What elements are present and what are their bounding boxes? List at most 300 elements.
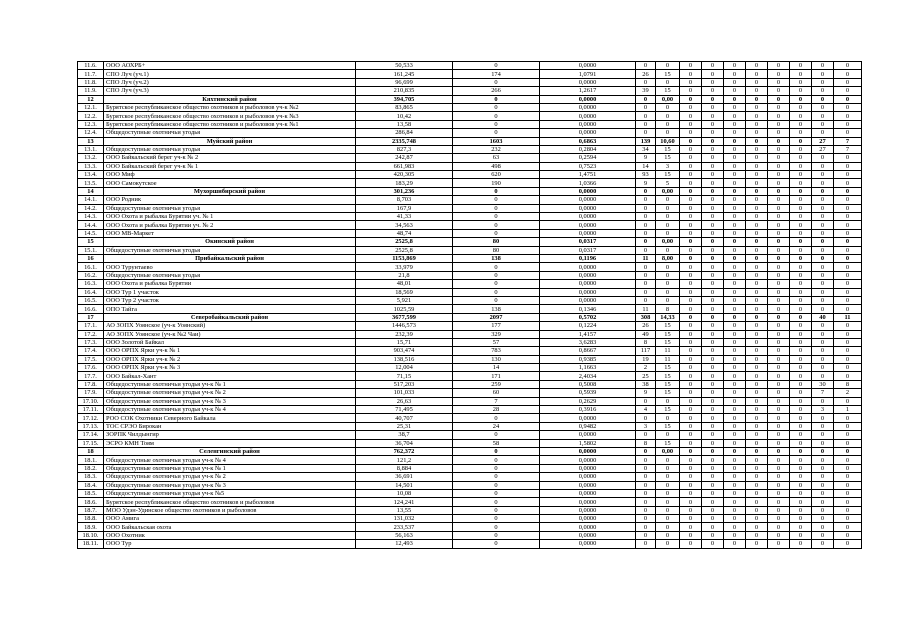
value-cell: 0,7523 bbox=[540, 162, 636, 170]
value-cell: 0 bbox=[636, 456, 656, 464]
value-cell: 0 bbox=[812, 171, 834, 179]
value-cell: 0 bbox=[790, 338, 812, 346]
value-cell: 0 bbox=[746, 515, 768, 523]
value-cell: 0 bbox=[790, 473, 812, 481]
value-cell: 0 bbox=[656, 515, 680, 523]
value-cell: 0 bbox=[812, 187, 834, 195]
value-cell: 49 bbox=[636, 330, 656, 338]
value-cell: 0 bbox=[724, 288, 746, 296]
value-cell: 0 bbox=[702, 179, 724, 187]
row-name-cell: ООО Охота и рыбалка Бурятии уч. № 1 bbox=[104, 213, 356, 221]
value-cell: 130 bbox=[453, 355, 540, 363]
value-cell: 15 bbox=[656, 439, 680, 447]
value-cell: 0 bbox=[768, 221, 790, 229]
value-cell: 0 bbox=[790, 137, 812, 145]
value-cell: 0 bbox=[790, 406, 812, 414]
value-cell: 827,3 bbox=[356, 145, 453, 153]
value-cell: 0 bbox=[680, 296, 702, 304]
value-cell: 0 bbox=[453, 196, 540, 204]
row-name-cell: Общедоступные охотничьи угодья уч-к № 1 bbox=[104, 464, 356, 472]
value-cell: 0 bbox=[768, 338, 790, 346]
table-row bbox=[78, 78, 862, 86]
row-number-cell: 14.1. bbox=[78, 196, 104, 204]
value-cell: 9 bbox=[636, 389, 656, 397]
value-cell: 0 bbox=[702, 506, 724, 514]
value-cell: 0 bbox=[453, 271, 540, 279]
value-cell: 0 bbox=[746, 229, 768, 237]
value-cell: 0 bbox=[746, 531, 768, 539]
value-cell: 0 bbox=[680, 456, 702, 464]
value-cell: 0 bbox=[790, 322, 812, 330]
value-cell: 0 bbox=[812, 531, 834, 539]
value-cell: 0 bbox=[834, 347, 862, 355]
value-cell: 0 bbox=[702, 372, 724, 380]
row-number-cell: 11.8. bbox=[78, 78, 104, 86]
row-number-cell: 15 bbox=[78, 238, 104, 246]
value-cell: 15 bbox=[656, 338, 680, 346]
value-cell: 7 bbox=[834, 145, 862, 153]
value-cell: 0 bbox=[834, 280, 862, 288]
value-cell: 0 bbox=[724, 213, 746, 221]
row-number-cell: 17 bbox=[78, 313, 104, 321]
value-cell: 0,9385 bbox=[540, 355, 636, 363]
row-number-cell: 14.3. bbox=[78, 213, 104, 221]
value-cell: 0 bbox=[636, 481, 656, 489]
value-cell: 0 bbox=[680, 531, 702, 539]
value-cell: 0 bbox=[724, 263, 746, 271]
value-cell: 0 bbox=[680, 431, 702, 439]
row-name-cell: ЭСРО КМН Тоям bbox=[104, 439, 356, 447]
value-cell: 0 bbox=[768, 137, 790, 145]
row-name-cell: Мухоршибирский район bbox=[104, 187, 356, 195]
value-cell: 0 bbox=[746, 162, 768, 170]
value-cell: 1,1663 bbox=[540, 364, 636, 372]
table-row bbox=[78, 129, 862, 137]
value-cell: 3 bbox=[812, 406, 834, 414]
value-cell: 0,1346 bbox=[540, 305, 636, 313]
value-cell: 0,5008 bbox=[540, 380, 636, 388]
row-number-cell: 13.1. bbox=[78, 145, 104, 153]
value-cell: 0 bbox=[834, 238, 862, 246]
value-cell: 0 bbox=[636, 221, 656, 229]
value-cell: 0 bbox=[636, 280, 656, 288]
value-cell: 0 bbox=[724, 389, 746, 397]
value-cell: 0 bbox=[656, 221, 680, 229]
value-cell: 0 bbox=[656, 129, 680, 137]
row-name-cell: ООО Турунтаево bbox=[104, 263, 356, 271]
row-name-cell: ООО ОРПХ Ярки уч-к № 1 bbox=[104, 347, 356, 355]
value-cell: 0 bbox=[812, 95, 834, 103]
value-cell: 0 bbox=[724, 439, 746, 447]
value-cell: 0 bbox=[768, 431, 790, 439]
value-cell: 1,0791 bbox=[540, 70, 636, 78]
value-cell: 0 bbox=[768, 481, 790, 489]
value-cell: 0 bbox=[702, 397, 724, 405]
value-cell: 0,0000 bbox=[540, 515, 636, 523]
value-cell: 0 bbox=[834, 523, 862, 531]
row-number-cell: 12.2. bbox=[78, 112, 104, 120]
value-cell: 15 bbox=[656, 364, 680, 372]
value-cell: 0 bbox=[768, 162, 790, 170]
value-cell: 0 bbox=[834, 70, 862, 78]
value-cell: 83,865 bbox=[356, 103, 453, 111]
value-cell: 0 bbox=[812, 254, 834, 262]
row-name-cell: ООО ОРПХ Ярки уч-к № 3 bbox=[104, 364, 356, 372]
value-cell: 0 bbox=[768, 473, 790, 481]
value-cell: 0 bbox=[724, 78, 746, 86]
value-cell: 1 bbox=[834, 406, 862, 414]
value-cell: 0 bbox=[768, 204, 790, 212]
value-cell: 0 bbox=[702, 481, 724, 489]
value-cell: 0 bbox=[834, 187, 862, 195]
value-cell: 174 bbox=[453, 70, 540, 78]
value-cell: 0 bbox=[812, 70, 834, 78]
value-cell: 517,203 bbox=[356, 380, 453, 388]
value-cell: 0 bbox=[724, 447, 746, 455]
value-cell: 0 bbox=[724, 120, 746, 128]
value-cell: 0 bbox=[834, 330, 862, 338]
row-name-cell: Селенгинский район bbox=[104, 447, 356, 455]
row-name-cell: Бурятское республиканское общество охотников и рыболовов уч-к №3 bbox=[104, 112, 356, 120]
value-cell: 0 bbox=[453, 229, 540, 237]
value-cell: 0 bbox=[724, 162, 746, 170]
value-cell: 0 bbox=[812, 347, 834, 355]
value-cell: 0,0000 bbox=[540, 523, 636, 531]
value-cell: 0 bbox=[812, 481, 834, 489]
table-row bbox=[78, 322, 862, 330]
value-cell: 0 bbox=[680, 120, 702, 128]
value-cell: 0 bbox=[768, 78, 790, 86]
value-cell: 0 bbox=[724, 515, 746, 523]
table-row bbox=[78, 221, 862, 229]
value-cell: 0 bbox=[768, 364, 790, 372]
value-cell: 3 bbox=[656, 162, 680, 170]
value-cell: 0 bbox=[453, 129, 540, 137]
value-cell: 36,691 bbox=[356, 473, 453, 481]
value-cell: 0 bbox=[768, 531, 790, 539]
row-number-cell: 17.7. bbox=[78, 372, 104, 380]
value-cell: 0 bbox=[702, 431, 724, 439]
value-cell: 0 bbox=[746, 137, 768, 145]
value-cell: 0 bbox=[768, 456, 790, 464]
row-number-cell: 18.1. bbox=[78, 456, 104, 464]
value-cell: 0,6863 bbox=[540, 137, 636, 145]
value-cell: 50,533 bbox=[356, 62, 453, 70]
row-name-cell: ООО МВ-Маркет bbox=[104, 229, 356, 237]
value-cell: 0 bbox=[790, 162, 812, 170]
value-cell: 0 bbox=[680, 246, 702, 254]
value-cell: 0 bbox=[656, 498, 680, 506]
row-number-cell: 17.14. bbox=[78, 431, 104, 439]
row-name-cell: Общедоступные охотничьи угодья bbox=[104, 145, 356, 153]
value-cell: 0 bbox=[768, 196, 790, 204]
value-cell: 0 bbox=[453, 473, 540, 481]
value-cell: 0 bbox=[702, 187, 724, 195]
value-cell: 0 bbox=[768, 238, 790, 246]
table-row bbox=[78, 204, 862, 212]
row-name-cell: СПО Луч (уч.1) bbox=[104, 70, 356, 78]
value-cell: 0 bbox=[834, 296, 862, 304]
value-cell: 0 bbox=[702, 338, 724, 346]
row-number-cell: 18.10. bbox=[78, 531, 104, 539]
value-cell: 0 bbox=[680, 213, 702, 221]
district-row bbox=[78, 137, 862, 145]
value-cell: 0 bbox=[768, 145, 790, 153]
value-cell: 15 bbox=[656, 372, 680, 380]
row-number-cell: 17.5. bbox=[78, 355, 104, 363]
value-cell: 0 bbox=[636, 129, 656, 137]
row-name-cell: ООО Охота и рыбалка Бурятии уч. № 2 bbox=[104, 221, 356, 229]
value-cell: 0 bbox=[453, 95, 540, 103]
value-cell: 0 bbox=[702, 221, 724, 229]
value-cell: 0 bbox=[812, 103, 834, 111]
value-cell: 0 bbox=[702, 464, 724, 472]
value-cell: 0 bbox=[702, 120, 724, 128]
value-cell: 0 bbox=[746, 338, 768, 346]
value-cell: 0 bbox=[790, 112, 812, 120]
value-cell: 167,9 bbox=[356, 204, 453, 212]
table-row bbox=[78, 372, 862, 380]
value-cell: 0 bbox=[790, 431, 812, 439]
value-cell: 0 bbox=[834, 246, 862, 254]
value-cell: 0 bbox=[702, 162, 724, 170]
table-row bbox=[78, 506, 862, 514]
value-cell: 0 bbox=[724, 322, 746, 330]
value-cell: 0 bbox=[724, 523, 746, 531]
value-cell: 0 bbox=[680, 112, 702, 120]
value-cell: 1,2617 bbox=[540, 87, 636, 95]
row-number-cell: 16.5. bbox=[78, 296, 104, 304]
value-cell: 0 bbox=[768, 263, 790, 271]
value-cell: 0 bbox=[834, 171, 862, 179]
value-cell: 0 bbox=[834, 540, 862, 548]
value-cell: 0 bbox=[636, 288, 656, 296]
value-cell: 0 bbox=[768, 406, 790, 414]
value-cell: 0 bbox=[636, 431, 656, 439]
value-cell: 329 bbox=[453, 330, 540, 338]
value-cell: 0 bbox=[636, 229, 656, 237]
value-cell: 0 bbox=[812, 523, 834, 531]
value-cell: 0 bbox=[790, 523, 812, 531]
value-cell: 0 bbox=[702, 213, 724, 221]
value-cell: 0 bbox=[724, 95, 746, 103]
value-cell: 0 bbox=[812, 515, 834, 523]
value-cell: 0,0000 bbox=[540, 506, 636, 514]
value-cell: 0 bbox=[453, 498, 540, 506]
value-cell: 0 bbox=[680, 447, 702, 455]
value-cell: 0 bbox=[702, 515, 724, 523]
value-cell: 0 bbox=[636, 238, 656, 246]
value-cell: 0 bbox=[768, 229, 790, 237]
value-cell: 0 bbox=[768, 506, 790, 514]
value-cell: 0 bbox=[746, 145, 768, 153]
row-number-cell: 16.6. bbox=[78, 305, 104, 313]
value-cell: 0 bbox=[702, 414, 724, 422]
value-cell: 0 bbox=[724, 137, 746, 145]
value-cell: 0 bbox=[636, 78, 656, 86]
table-row bbox=[78, 355, 862, 363]
value-cell: 0 bbox=[453, 280, 540, 288]
value-cell: 0 bbox=[680, 280, 702, 288]
value-cell: 0 bbox=[834, 473, 862, 481]
value-cell: 0 bbox=[812, 296, 834, 304]
row-name-cell: ООО Золотой Байкал bbox=[104, 338, 356, 346]
value-cell: 0 bbox=[636, 112, 656, 120]
value-cell: 0 bbox=[636, 120, 656, 128]
value-cell: 0 bbox=[768, 439, 790, 447]
value-cell: 0 bbox=[680, 355, 702, 363]
value-cell: 0 bbox=[656, 506, 680, 514]
value-cell: 0 bbox=[834, 179, 862, 187]
district-row bbox=[78, 313, 862, 321]
value-cell: 2,4034 bbox=[540, 372, 636, 380]
value-cell: 1153,869 bbox=[356, 254, 453, 262]
row-number-cell: 13.3. bbox=[78, 162, 104, 170]
row-name-cell: ООО Байкальский берег уч-к № 1 bbox=[104, 162, 356, 170]
value-cell: 0 bbox=[768, 120, 790, 128]
table-row bbox=[78, 397, 862, 405]
value-cell: 0 bbox=[768, 213, 790, 221]
value-cell: 1025,59 bbox=[356, 305, 453, 313]
value-cell: 117 bbox=[636, 347, 656, 355]
value-cell: 0 bbox=[834, 305, 862, 313]
value-cell: 15 bbox=[656, 380, 680, 388]
value-cell: 138 bbox=[453, 254, 540, 262]
value-cell: 0,0317 bbox=[540, 238, 636, 246]
value-cell: 0 bbox=[702, 263, 724, 271]
value-cell: 0 bbox=[724, 171, 746, 179]
value-cell: 0 bbox=[724, 422, 746, 430]
value-cell: 2097 bbox=[453, 313, 540, 321]
value-cell: 15 bbox=[656, 87, 680, 95]
value-cell: 0 bbox=[834, 221, 862, 229]
row-name-cell: СПО Луч (уч.3) bbox=[104, 87, 356, 95]
value-cell: 0,0000 bbox=[540, 481, 636, 489]
value-cell: 0 bbox=[702, 531, 724, 539]
value-cell: 0 bbox=[834, 204, 862, 212]
value-cell: 0 bbox=[702, 95, 724, 103]
value-cell: 0 bbox=[680, 489, 702, 497]
value-cell: 0 bbox=[453, 213, 540, 221]
table-row bbox=[78, 70, 862, 78]
value-cell: 0,0000 bbox=[540, 531, 636, 539]
value-cell: 0 bbox=[702, 406, 724, 414]
value-cell: 0 bbox=[453, 447, 540, 455]
value-cell: 0 bbox=[636, 296, 656, 304]
value-cell: 0 bbox=[812, 447, 834, 455]
value-cell: 0,5939 bbox=[540, 389, 636, 397]
value-cell: 0,0000 bbox=[540, 62, 636, 70]
value-cell: 0 bbox=[834, 254, 862, 262]
value-cell: 0 bbox=[656, 397, 680, 405]
value-cell: 0 bbox=[453, 523, 540, 531]
value-cell: 0 bbox=[656, 78, 680, 86]
value-cell: 0 bbox=[702, 171, 724, 179]
value-cell: 0 bbox=[746, 456, 768, 464]
row-number-cell: 12.1. bbox=[78, 103, 104, 111]
value-cell: 0 bbox=[702, 254, 724, 262]
value-cell: 0 bbox=[746, 431, 768, 439]
value-cell: 0 bbox=[746, 196, 768, 204]
row-number-cell: 12.3. bbox=[78, 120, 104, 128]
value-cell: 0 bbox=[656, 481, 680, 489]
value-cell: 71,495 bbox=[356, 406, 453, 414]
value-cell: 0,0000 bbox=[540, 540, 636, 548]
value-cell: 96,699 bbox=[356, 78, 453, 86]
value-cell: 38 bbox=[636, 380, 656, 388]
value-cell: 0 bbox=[790, 355, 812, 363]
value-cell: 0 bbox=[724, 498, 746, 506]
value-cell: 0 bbox=[812, 330, 834, 338]
row-number-cell: 16.2. bbox=[78, 271, 104, 279]
hunting-grounds-table bbox=[77, 61, 862, 549]
value-cell: 0 bbox=[834, 263, 862, 271]
row-name-cell: Бурятское республиканское общество охотников и рыболовов bbox=[104, 498, 356, 506]
value-cell: 0 bbox=[768, 288, 790, 296]
row-name-cell: ООО Самокутское bbox=[104, 179, 356, 187]
value-cell: 0 bbox=[790, 196, 812, 204]
value-cell: 0,0000 bbox=[540, 464, 636, 472]
value-cell: 8 bbox=[834, 380, 862, 388]
value-cell: 121,2 bbox=[356, 456, 453, 464]
value-cell: 0,1196 bbox=[540, 254, 636, 262]
value-cell: 0 bbox=[812, 246, 834, 254]
row-number-cell: 17.2. bbox=[78, 330, 104, 338]
table-row bbox=[78, 263, 862, 271]
table-row bbox=[78, 145, 862, 153]
value-cell: 0 bbox=[790, 263, 812, 271]
value-cell: 13,55 bbox=[356, 506, 453, 514]
value-cell: 124,241 bbox=[356, 498, 453, 506]
value-cell: 0 bbox=[790, 171, 812, 179]
value-cell: 0,2629 bbox=[540, 397, 636, 405]
value-cell: 0 bbox=[724, 154, 746, 162]
value-cell: 0 bbox=[680, 187, 702, 195]
value-cell: 0 bbox=[680, 481, 702, 489]
value-cell: 0 bbox=[834, 196, 862, 204]
value-cell: 14,501 bbox=[356, 481, 453, 489]
value-cell: 0 bbox=[680, 95, 702, 103]
value-cell: 0 bbox=[680, 229, 702, 237]
value-cell: 0 bbox=[702, 103, 724, 111]
value-cell: 0 bbox=[746, 187, 768, 195]
value-cell: 0,0000 bbox=[540, 187, 636, 195]
value-cell: 0 bbox=[702, 271, 724, 279]
value-cell: 5,921 bbox=[356, 296, 453, 304]
table-row bbox=[78, 296, 862, 304]
value-cell: 0 bbox=[768, 62, 790, 70]
value-cell: 71,15 bbox=[356, 372, 453, 380]
value-cell: 0 bbox=[702, 489, 724, 497]
value-cell: 0 bbox=[768, 414, 790, 422]
table-row bbox=[78, 439, 862, 447]
value-cell: 0 bbox=[812, 414, 834, 422]
value-cell: 0 bbox=[834, 87, 862, 95]
value-cell: 0 bbox=[834, 322, 862, 330]
row-number-cell: 18.3. bbox=[78, 473, 104, 481]
table-row bbox=[78, 380, 862, 388]
value-cell: 0 bbox=[680, 70, 702, 78]
value-cell: 0 bbox=[680, 271, 702, 279]
value-cell: 0,0000 bbox=[540, 213, 636, 221]
row-number-cell: 16.4. bbox=[78, 288, 104, 296]
value-cell: 0 bbox=[453, 288, 540, 296]
value-cell: 0 bbox=[680, 473, 702, 481]
value-cell: 0 bbox=[636, 464, 656, 472]
value-cell: 0 bbox=[834, 62, 862, 70]
table-row bbox=[78, 456, 862, 464]
value-cell: 0 bbox=[702, 330, 724, 338]
